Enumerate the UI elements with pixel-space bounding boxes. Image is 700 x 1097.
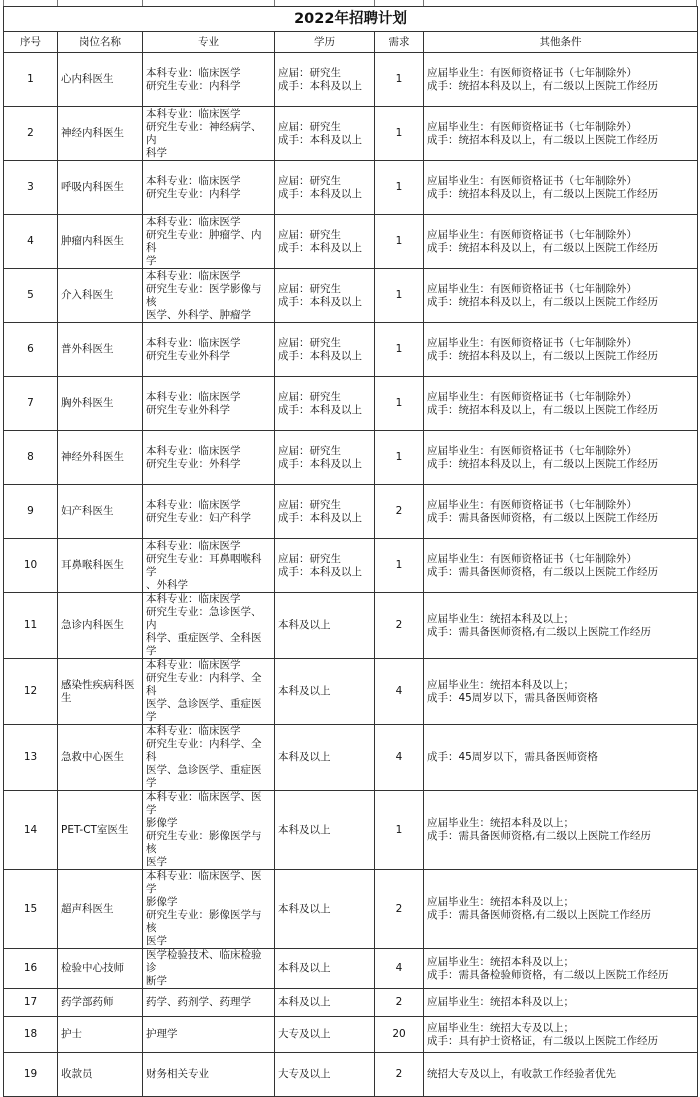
table-row [4,269,698,323]
cell-major: 本科专业：临床医学 研究生专业：妇产科学 [143,485,275,539]
cell-demand: 4 [375,725,424,791]
header-other-conditions: 其他条件 [424,32,698,53]
cell-demand: 1 [375,431,424,485]
cell-post: 普外科医生 [58,323,143,377]
cell-education: 应届：研究生 成手：本科及以上 [275,215,375,269]
cell-major: 本科专业：临床医学 研究生专业：耳鼻咽喉科学 、外科学 [143,539,275,593]
header-post: 岗位名称 [58,32,143,53]
cell-demand: 2 [375,989,424,1017]
cell-no: 19 [4,1053,58,1097]
table-row [4,107,698,161]
header-demand: 需求 [375,32,424,53]
cell-major: 本科专业：临床医学、医学 影像学 研究生专业：影像医学与核 医学 [143,791,275,870]
cell-no: 3 [4,161,58,215]
cell-other-conditions: 应届毕业生：统招本科及以上； [424,989,698,1017]
cell-major: 本科专业：临床医学 研究生专业外科学 [143,323,275,377]
cell-demand: 1 [375,53,424,107]
table-row [4,323,698,377]
header-major: 专业 [143,32,275,53]
cell-education: 应届：研究生 成手：本科及以上 [275,107,375,161]
cell-education: 大专及以上 [275,1017,375,1053]
cell-other-conditions: 应届毕业生：有医师资格证书（七年制除外） 成手：统招本科及以上，有二级以上医院工作经历 [424,377,698,431]
cell-post: PET-CT室医生 [58,791,143,870]
recruitment-table [3,6,698,1097]
cell-no: 16 [4,949,58,989]
table-row [4,485,698,539]
cell-education: 应届：研究生 成手：本科及以上 [275,161,375,215]
cell-no: 7 [4,377,58,431]
cell-demand: 2 [375,870,424,949]
cell-major: 本科专业：临床医学、医学 影像学 研究生专业：影像医学与核 医学 [143,870,275,949]
cell-no: 8 [4,431,58,485]
cell-major: 本科专业：临床医学 研究生专业：神经病学、内 科学 [143,107,275,161]
cell-post: 感染性疾病科医 生 [58,659,143,725]
cell-education: 本科及以上 [275,593,375,659]
cell-post: 收款员 [58,1053,143,1097]
cell-demand: 1 [375,323,424,377]
cell-demand: 1 [375,377,424,431]
table-row [4,791,698,870]
cell-education: 应届：研究生 成手：本科及以上 [275,539,375,593]
cell-post: 心内科医生 [58,53,143,107]
cell-post: 肿瘤内科医生 [58,215,143,269]
cell-education: 应届：研究生 成手：本科及以上 [275,431,375,485]
table-row [4,1053,698,1097]
cell-post: 超声科医生 [58,870,143,949]
cell-post: 妇产科医生 [58,485,143,539]
cell-major: 本科专业：临床医学 研究生专业：内科学、全科 医学、急诊医学、重症医学 [143,725,275,791]
table-row [4,215,698,269]
table-row [4,539,698,593]
cell-education: 本科及以上 [275,725,375,791]
cell-major: 本科专业：临床医学 研究生专业：外科学 [143,431,275,485]
cell-other-conditions: 应届毕业生：统招本科及以上； 成手：需具备医师资格,有二级以上医院工作经历 [424,593,698,659]
cell-no: 1 [4,53,58,107]
cell-other-conditions: 统招大专及以上，有收款工作经验者优先 [424,1053,698,1097]
cell-post: 药学部药师 [58,989,143,1017]
cell-other-conditions: 应届毕业生：有医师资格证书（七年制除外） 成手：需具备医师资格，有二级以上医院工作经历 [424,485,698,539]
cell-other-conditions: 应届毕业生：有医师资格证书（七年制除外） 成手：统招本科及以上，有二级以上医院工作经历 [424,215,698,269]
cell-demand: 1 [375,215,424,269]
table-title: 2022年招聘计划 [4,7,698,32]
cell-no: 14 [4,791,58,870]
cell-no: 11 [4,593,58,659]
cell-education: 应届：研究生 成手：本科及以上 [275,269,375,323]
cell-other-conditions: 应届毕业生：统招本科及以上； 成手：需具备医师资格,有二级以上医院工作经历 [424,870,698,949]
cell-post: 胸外科医生 [58,377,143,431]
table-row [4,659,698,725]
cell-other-conditions: 应届毕业生：有医师资格证书（七年制除外） 成手：统招本科及以上，有二级以上医院工作经历 [424,323,698,377]
cell-major: 本科专业：临床医学 研究生专业：内科学 [143,161,275,215]
table-row [4,949,698,989]
cell-post: 神经外科医生 [58,431,143,485]
cell-education: 应届：研究生 成手：本科及以上 [275,377,375,431]
cell-other-conditions: 应届毕业生：统招本科及以上； 成手：需具备检验师资格，有二级以上医院工作经历 [424,949,698,989]
cell-major: 本科专业：临床医学 研究生专业：急诊医学、内 科学、重症医学、全科医学 [143,593,275,659]
cell-education: 本科及以上 [275,949,375,989]
cell-education: 本科及以上 [275,989,375,1017]
cell-other-conditions: 应届毕业生：统招本科及以上； 成手：45周岁以下，需具备医师资格 [424,659,698,725]
cell-no: 2 [4,107,58,161]
cell-other-conditions: 应届毕业生：有医师资格证书（七年制除外） 成手：统招本科及以上，有二级以上医院工作经历 [424,269,698,323]
cell-demand: 1 [375,539,424,593]
cell-post: 耳鼻喉科医生 [58,539,143,593]
cell-major: 本科专业：临床医学 研究生专业：内科学 [143,53,275,107]
cell-major: 本科专业：临床医学 研究生专业：肿瘤学、内科 学 [143,215,275,269]
cell-no: 5 [4,269,58,323]
cell-other-conditions: 应届毕业生：有医师资格证书（七年制除外） 成手：需具备医师资格，有二级以上医院工作经历 [424,539,698,593]
cell-major: 财务相关专业 [143,1053,275,1097]
cell-education: 本科及以上 [275,791,375,870]
cell-other-conditions: 应届毕业生：有医师资格证书（七年制除外） 成手：统招本科及以上，有二级以上医院工作经历 [424,107,698,161]
header-education: 学历 [275,32,375,53]
cell-demand: 2 [375,593,424,659]
cell-education: 大专及以上 [275,1053,375,1097]
cell-no: 10 [4,539,58,593]
cell-post: 护士 [58,1017,143,1053]
cell-no: 9 [4,485,58,539]
cell-education: 本科及以上 [275,659,375,725]
header-row [4,32,698,53]
cell-no: 4 [4,215,58,269]
cell-other-conditions: 成手：45周岁以下，需具备医师资格 [424,725,698,791]
header-no: 序号 [4,32,58,53]
cell-post: 检验中心技师 [58,949,143,989]
cell-demand: 1 [375,791,424,870]
cell-other-conditions: 应届毕业生：统招本科及以上； 成手：需具备医师资格,有二级以上医院工作经历 [424,791,698,870]
cell-post: 神经内科医生 [58,107,143,161]
cell-post: 呼吸内科医生 [58,161,143,215]
title-row [4,7,698,32]
cell-no: 13 [4,725,58,791]
cell-post: 介入科医生 [58,269,143,323]
cell-demand: 2 [375,1053,424,1097]
cell-no: 17 [4,989,58,1017]
cell-major: 药学、药剂学、药理学 [143,989,275,1017]
cell-demand: 1 [375,161,424,215]
cell-major: 本科专业：临床医学 研究生专业：内科学、全科 医学、急诊医学、重症医学 [143,659,275,725]
cell-no: 18 [4,1017,58,1053]
cell-demand: 1 [375,269,424,323]
cell-major: 医学检验技术、临床检验诊 断学 [143,949,275,989]
cell-other-conditions: 应届毕业生：统招大专及以上； 成手：具有护士资格证，有二级以上医院工作经历 [424,1017,698,1053]
table-row [4,431,698,485]
cell-demand: 4 [375,949,424,989]
cell-post: 急救中心医生 [58,725,143,791]
cell-no: 15 [4,870,58,949]
cell-demand: 2 [375,485,424,539]
table-row [4,161,698,215]
cell-education: 应届：研究生 成手：本科及以上 [275,53,375,107]
cell-major: 护理学 [143,1017,275,1053]
cell-other-conditions: 应届毕业生：有医师资格证书（七年制除外） 成手：统招本科及以上，有二级以上医院工作经历 [424,431,698,485]
table-row [4,377,698,431]
cell-education: 应届：研究生 成手：本科及以上 [275,485,375,539]
cell-education: 应届：研究生 成手：本科及以上 [275,323,375,377]
table-row [4,725,698,791]
cell-demand: 1 [375,107,424,161]
cell-demand: 20 [375,1017,424,1053]
table-row [4,1017,698,1053]
cell-other-conditions: 应届毕业生：有医师资格证书（七年制除外） 成手：统招本科及以上，有二级以上医院工作经历 [424,161,698,215]
cell-post: 急诊内科医生 [58,593,143,659]
table-row [4,870,698,949]
table-row [4,989,698,1017]
table-row [4,53,698,107]
cell-major: 本科专业：临床医学 研究生专业外科学 [143,377,275,431]
cell-other-conditions: 应届毕业生：有医师资格证书（七年制除外） 成手：统招本科及以上，有二级以上医院工作经历 [424,53,698,107]
cell-education: 本科及以上 [275,870,375,949]
cell-no: 6 [4,323,58,377]
cell-demand: 4 [375,659,424,725]
table-row [4,593,698,659]
cell-no: 12 [4,659,58,725]
cell-major: 本科专业：临床医学 研究生专业：医学影像与核 医学、外科学、肿瘤学 [143,269,275,323]
